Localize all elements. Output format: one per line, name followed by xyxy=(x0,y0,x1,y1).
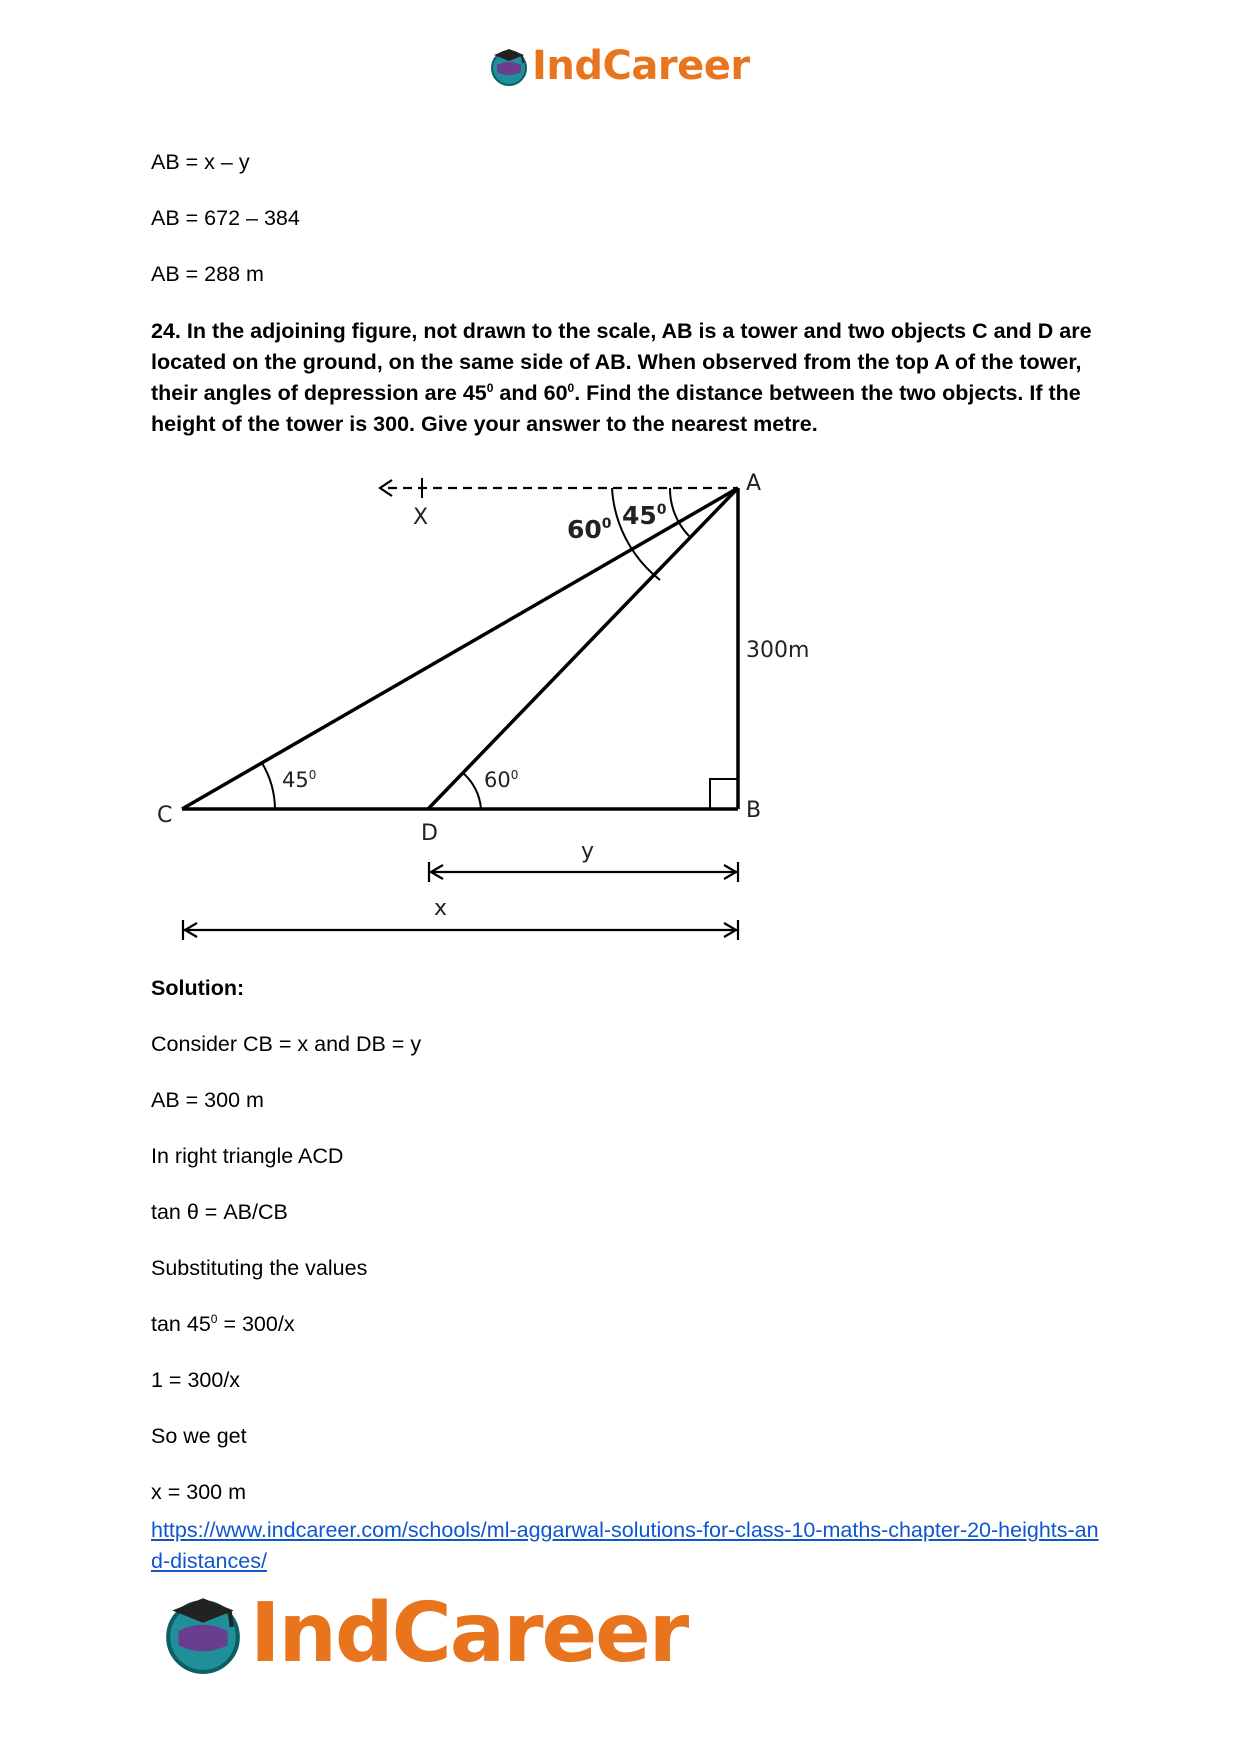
angle-arc-45-top xyxy=(670,488,689,536)
footer-logo xyxy=(160,1583,720,1683)
text-part: = 300/x xyxy=(217,1312,295,1336)
label-x-dim: x xyxy=(434,896,448,921)
text-line: AB = 300 m xyxy=(151,1088,264,1112)
label-x: X xyxy=(413,505,429,530)
label-y: y xyxy=(581,839,595,864)
text-line: So we get xyxy=(151,1424,247,1448)
degree-sup: 0 xyxy=(656,502,667,518)
question-part: 24. In the adjoining figure, not drawn to the scale, AB is a tower and two objects C and D are located on the ground, on the same side of AB. When observed from the top A of the tower, their angles of depression are 45 xyxy=(151,319,1092,405)
right-angle-marker xyxy=(710,779,738,809)
text-line: Consider CB = x and DB = y xyxy=(151,1032,422,1056)
angle-d-label xyxy=(484,768,518,792)
degree-sup: 0 xyxy=(308,768,317,782)
source-link[interactable]: https://www.indcareer.com/schools/ml-aggarwal-solutions-for-class-10-maths-chapter-20-heights-and-distances/ xyxy=(151,1518,1099,1573)
angle-value: 45 xyxy=(622,501,657,530)
angle-60-top-label xyxy=(567,515,612,544)
degree-sup: 0 xyxy=(210,1311,218,1326)
degree-sup: 0 xyxy=(510,768,519,782)
text-part: tan 45 xyxy=(151,1312,211,1336)
degree-sup: 0 xyxy=(486,380,494,395)
label-a: A xyxy=(746,471,762,496)
label-b: B xyxy=(746,798,762,823)
label-height: 300m xyxy=(746,638,810,663)
angle-45-top-label xyxy=(622,501,667,530)
angle-arc-d xyxy=(463,773,481,809)
text-line: Substituting the values xyxy=(151,1256,368,1280)
label-c: C xyxy=(157,803,173,828)
question-part: and 60 xyxy=(493,381,568,405)
brand-name: IndCareer xyxy=(250,1585,688,1681)
angle-value: 45 xyxy=(282,768,309,792)
degree-sup: 0 xyxy=(567,380,575,395)
angle-value: 60 xyxy=(567,515,602,544)
solution-heading: Solution: xyxy=(151,976,245,1000)
text-line: x = 300 m xyxy=(151,1480,247,1504)
angle-c-label xyxy=(282,768,316,792)
brand-name: IndCareer xyxy=(532,43,750,89)
text-line: AB = 288 m xyxy=(151,262,264,286)
line-ac xyxy=(182,488,738,809)
degree-sup: 0 xyxy=(601,516,612,532)
angle-value: 60 xyxy=(484,768,511,792)
text-line: In right triangle ACD xyxy=(151,1144,344,1168)
question-part: . Find the distance between the two objects. If the height of the tower is 300. Give your answer to the nearest metre. xyxy=(151,381,1081,436)
text-line: tan θ = AB/CB xyxy=(151,1200,288,1224)
graduation-globe-icon xyxy=(160,1590,246,1676)
text-line: AB = x – y xyxy=(151,150,250,174)
angle-arc-c xyxy=(262,763,275,809)
text-line: 1 = 300/x xyxy=(151,1368,241,1392)
text-line: AB = 672 – 384 xyxy=(151,206,300,230)
label-d: D xyxy=(421,821,438,846)
text-line xyxy=(151,1309,1101,1339)
